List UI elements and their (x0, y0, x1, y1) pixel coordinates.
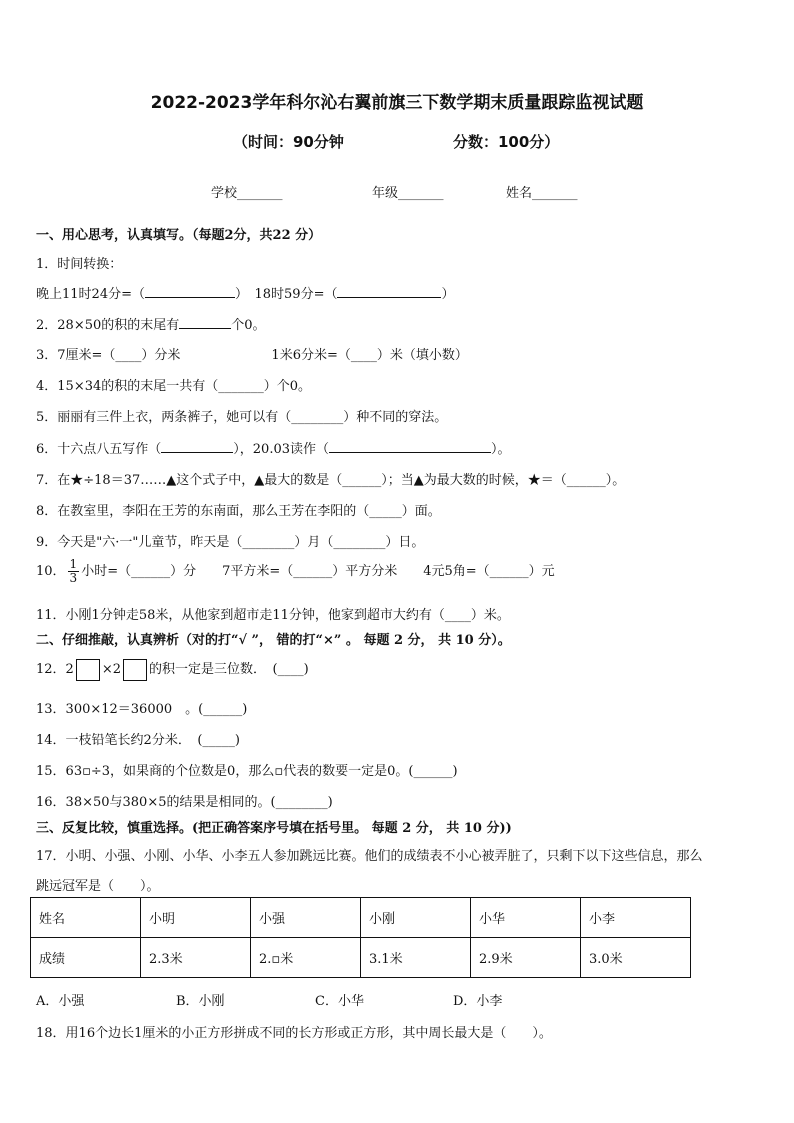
q6-part-b: ），20.03读作（ (233, 442, 329, 457)
q2-part-b: 个0。 (231, 318, 266, 333)
name-field[interactable]: 姓名_______ (506, 186, 578, 201)
q12-part-a: 12．2 (36, 662, 74, 677)
table-cell: 小强 (251, 898, 361, 938)
table-cell: 小华 (471, 898, 581, 938)
q1-part-a: 晚上11时24分=（ (36, 287, 145, 302)
question-17: 17．小明、小强、小刚、小华、小李五人参加跳远比赛。他们的成绩表不小心被弄脏了，只剩下以下这些信息，那么 (36, 849, 703, 864)
question-9: 9．今天是"六·一"儿童节，昨天是（________）月（________）日。 (36, 535, 425, 550)
question-17-continued: 跳远冠军是（ ）。 (36, 879, 160, 894)
question-4: 4．15×34的积的末尾一共有（_______）个0。 (36, 379, 312, 394)
q6-part-c: ）。 (491, 442, 511, 457)
question-12 (36, 658, 309, 681)
table-cell: 成绩 (31, 938, 141, 978)
one-third-fraction (68, 558, 80, 585)
question-5: 5．丽丽有三件上衣，两条裤子，她可以有（________）种不同的穿法。 (36, 410, 448, 425)
question-15: 15．63▫÷3，如果商的个位数是0，那么▫代表的数要一定是0。(______) (36, 764, 458, 779)
q1-part-c: ） (441, 287, 455, 302)
option-d[interactable]: D．小李 (453, 994, 503, 1009)
question-8: 8．在教室里，李阳在王芳的东南面，那么王芳在李阳的（_____）面。 (36, 504, 441, 519)
page-title: 2022-2023学年科尔沁右翼前旗三下数学期末质量跟踪监视试题 (150, 93, 644, 113)
table-row (31, 938, 691, 978)
answer-blank[interactable] (329, 440, 491, 453)
section-1-heading: 一、用心思考，认真填写。（每题2分，共22 分） (36, 228, 322, 243)
section-2-heading: 二、仔细推敲，认真辨析（对的打“√ ”， 错的打“×” 。 每题 2 分， 共 10 分）。 (36, 633, 511, 648)
table-cell: 2.▫米 (251, 938, 361, 978)
q10-text: 小时=（______）分 7平方米=（______）平方分米 4元5角=（______）元 (81, 564, 555, 579)
table-cell: 2.3米 (141, 938, 251, 978)
answer-blank[interactable] (179, 316, 231, 329)
question-1: 1．时间转换： (36, 257, 123, 272)
table-cell: 小李 (581, 898, 691, 938)
q1-part-b: ） 18时59分=（ (234, 287, 338, 302)
grade-field[interactable]: 年级_______ (372, 186, 444, 201)
table-cell: 小刚 (361, 898, 471, 938)
digit-box[interactable] (76, 659, 100, 681)
question-10 (36, 558, 555, 585)
school-field[interactable]: 学校_______ (211, 186, 283, 201)
table-row (31, 898, 691, 938)
fraction-denominator: 3 (69, 571, 78, 585)
score-table (30, 897, 691, 978)
question-18: 18．用16个边长1厘米的小正方形拼成不同的长方形或正方形，其中周长最大是（ ）。 (36, 1026, 552, 1041)
question-13: 13．300×12＝36000 。(______) (36, 702, 248, 717)
table-cell: 3.1米 (361, 938, 471, 978)
answer-blank[interactable] (337, 285, 441, 298)
fraction-numerator: 1 (69, 557, 78, 571)
option-b[interactable]: B．小刚 (176, 994, 225, 1009)
option-c[interactable]: C．小华 (315, 994, 364, 1009)
question-16: 16．38×50与380×5的结果是相同的。(________) (36, 795, 333, 810)
question-3: 3．7厘米=（____）分米 1米6分米=（____）米（填小数） (36, 348, 468, 363)
table-cell: 姓名 (31, 898, 141, 938)
answer-blank[interactable] (161, 440, 233, 453)
table-cell: 2.9米 (471, 938, 581, 978)
digit-box[interactable] (123, 659, 147, 681)
table-cell: 小明 (141, 898, 251, 938)
answer-blank[interactable] (145, 285, 235, 298)
time-limit: （时间：90分钟 (233, 133, 344, 151)
question-2 (36, 314, 266, 333)
table-cell: 3.0米 (581, 938, 691, 978)
q10-number: 10． (36, 564, 66, 579)
q6-part-a: 6．十六点八五写作（ (36, 442, 162, 457)
section-3-heading: 三、反复比较，慎重选择。(把正确答案序号填在括号里。 每题 2 分， 共 10 分)) (36, 821, 512, 836)
question-11: 11．小刚1分钟走58米，从他家到超市走11分钟，他家到超市大约有（____）米。 (36, 608, 510, 623)
total-score: 分数：100分） (453, 133, 560, 151)
q2-part-a: 2．28×50的积的末尾有 (36, 318, 180, 333)
question-7: 7．在★÷18＝37……▲这个式子中，▲最大的数是（______）；当▲为最大数的时候，★＝（______）。 (36, 473, 626, 488)
q12-part-c: 的积一定是三位数． (____) (149, 662, 309, 677)
question-14: 14．一枝铅笔长约2分米． (_____) (36, 733, 240, 748)
q12-part-b: ×2 (101, 662, 121, 677)
question-1-body (36, 283, 454, 302)
question-6 (36, 438, 511, 457)
option-a[interactable]: A．小强 (36, 994, 85, 1009)
